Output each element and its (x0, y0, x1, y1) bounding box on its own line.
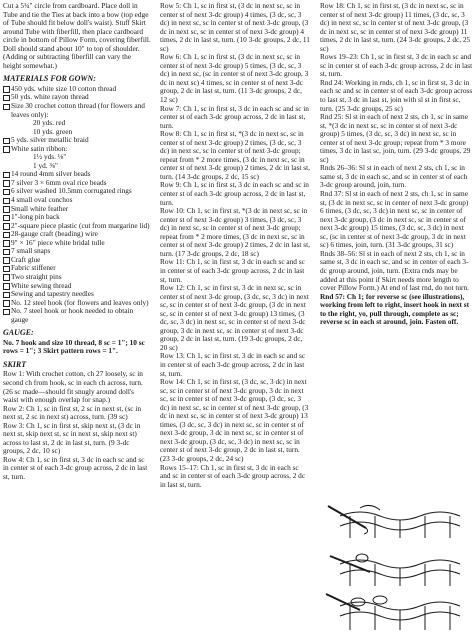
intro-paragraph: Cut a 5¾" circle from cardboard. Place doll in Tube and tie the Ties at back into a bow (top edge of Tube should fit below doll's waist). Stuff Skirt around Tube with fiberfill, then place cardboard circle in bottom of Pillow Form, covering fiberfill. Doll should stand about 10" to top of shoulder. (Adding or subtracting fiberfill can vary the height somewhat.) (3, 1, 151, 70)
row-10: Row 10: Ch 1, sc in first st, *(3 dc in next sc, sc in center st of next 3-dc group) 3 times, (3 dc, sc, 3 dc) in next sc, sc in center st of next 3-dc group; repeat from * 2 more times, (3 dc in next sc, sc in center st of next 3-dc group) 2 times, 2 dc in last st, turn. (17 3-dc groups, 2 dc, 18 sc) (160, 206, 310, 258)
material-item: 6 silver washed 10.5mm corrugated rings (3, 187, 151, 196)
gauge-heading: GAUGE: (3, 328, 34, 338)
row-11: Row 11: Ch 1, sc in first st, 3 dc in each sc and sc in center st of each 3-dc group across, 2 dc in last st, turn. (160, 257, 305, 284)
reverse-sc-illustration-icon (320, 498, 473, 634)
gauge-text: No. 7 hook and size 10 thread, 8 sc = 1"; 10 sc rows = 1"; 3 Skirt pattern rows = 1". (3, 337, 145, 356)
row-1: Row 1: With crochet cotton, ch 27 loosely, sc in second ch from hook, sc in each ch across, turn. (26 sc made—should fit snugly around doll's waist with enough overlap for snap.) (3, 369, 143, 405)
row-6: Row 6: Ch 1, sc in first st, (3 dc in next sc, sc in center st of next 3-dc group) 5 times, (3 dc, sc, 3 dc) in next sc, (sc in center st of next 3-dc group, 3 dc in next sc) 4 times, sc in center st of next 3-dc group, 2 dc in last st, turn. (11 3-dc groups, 2 dc, 12 sc) (160, 52, 309, 105)
rnd-25: Rnd 25: Sl st in each of next 2 sts, ch 1, sc in same st, *(3 dc in next sc, sc in center st of next 3-dc group) 5 times, (3 dc, sc, 3 dc) in next sc, sc in center st of next 3-dc group; repeat from * 3 more times, 3 dc in last sc, join, turn. (29 3-dc groups, 29 sc) (320, 112, 471, 164)
material-item: White sewing thread (3, 282, 151, 291)
material-item: Size 30 crochet cotton thread (for flowers and leaves only): (3, 102, 151, 119)
material-item: 1"-long pin back (3, 213, 151, 222)
skirt-heading: SKIRT (3, 359, 27, 369)
row-5: Row 5: Ch 1, sc in first st, (3 dc in next sc, sc in center st of next 3-dc group) 4 times, (3 dc, sc, 3 dc) in next sc, sc in center st of next 3-dc group, (3 dc in next sc, sc in center st of next 3-dc group) 4 times, 2 dc in last st, turn. (10 3-dc groups, 2 dc, 11 sc) (160, 1, 310, 53)
row-14: Row 14: Ch 1, sc in first st, (3 dc, sc, 3 dc) in next sc, sc in center st of next 3-dc group, 3 dc in next sc, sc in center st of next 3-dc group, (3 dc, sc, 3 dc) in next sc, sc in center st of next 3-dc group, (3 dc in next sc, sc in center st of next 3-dc group) 13 times, (3 dc, sc, 3 dc) in next sc, sc in center st of next 3-dc group, 3 dc in next sc, sc in center st of next 3-dc group, (3 dc, sc, 3 dc) in next sc, sc in center st of next 3-dc group, 2 dc in last st, turn. (23 3-dc groups, 2 dc, 24 sc) (160, 377, 309, 463)
row-12: Row 12: Ch 1, sc in first st, 3 dc in next sc, sc in center st of next 3-dc group, (3 dc, sc, 3 dc) in next sc, sc in center st of next 3-dc group, (3 dc in next sc, sc in center st of next 3-dc group) 13 times, (3 dc, sc, 3 dc) in next sc, sc in center st of next 3-dc group, 3 dc in next sc, sc in center st of next 3-dc group, 2 dc in last st, turn. (19 3-dc groups, 2 dc, 20 sc) (160, 283, 309, 352)
row-2: Row 2: Ch 1, sc in first st, 2 sc in next st, (sc in next st, 2 sc in next st) across, turn. (39 sc) (3, 403, 142, 422)
material-item: 2"-square piece plastic (cut from margarine lid) (3, 222, 151, 231)
material-item: White satin ribbon: (3, 145, 151, 154)
reverse-sc-step-1-icon (328, 505, 460, 538)
material-item: No. 12 steel hook (for flowers and leaves only) (3, 299, 151, 308)
material-item: 450 yds. white size 10 cotton thread (3, 85, 151, 94)
material-item: No. 7 steel hook or hook needed to obtain gauge (3, 307, 151, 324)
rnd-57: Rnd 57: Ch 1; for reverse sc (see illustrations), working from left to right, insert hook in next st to the right, yo, pull through, complete as sc; reverse sc in each st around, join. Fasten off. (320, 291, 470, 327)
rows-19-23: Rows 19–23: Ch 1, sc in first st, 3 dc in each sc and sc in center st of each 3-dc group across, 2 dc in last st, turn. (320, 52, 473, 79)
row-8: Row 8: Ch 1, sc in first st, *(3 dc in next sc, sc in center st of next 3-dc group) 2 times, (3 dc, sc, 3 dc) in next sc, sc in center st of next 3-dc group; repeat from * 2 more times, (3 dc in next sc, sc in center st of next 3-dc group) 2 times, 2 dc in last st, turn. (14 3-dc groups, 2 dc, 15 sc) (160, 129, 310, 181)
material-item: Fabric stiffener (3, 264, 151, 273)
row-3: Row 3: Ch 1, sc in first st, skip next st, (3 dc in next st, skip next st, sc in next st, skip next st) across to last st, 2 dc in last st, turn. (9 3-dc groups, 2 dc, 10 sc) (3, 420, 141, 456)
material-item: 1½ yds. ⅛" (33, 152, 67, 162)
material-item: Craft glue (3, 256, 151, 265)
material-item: 28-gauge craft (beading) wire (3, 230, 151, 239)
material-item: 4 small oval conchos (3, 196, 151, 205)
material-item: 20 yds. red (33, 118, 66, 128)
materials-heading: MATERIALS FOR GOWN: (3, 74, 96, 84)
material-item: 9" × 16" piece white bridal tulle (3, 239, 151, 248)
rows-15-17: Rows 15–17: Ch 1, sc in first st, 3 dc in each sc and sc in center st of each 3-dc group across, 2 dc in last st, turn. (160, 462, 306, 489)
row-18: Row 18: Ch 1, sc in first st, (3 dc in next sc, sc in center st of next 3-dc group) 11 times, (3 dc, sc, 3 dc) in next sc, sc in center st of next 3-dc group, (3 dc in next sc, sc in center st of next 3-dc group) 11 times, 2 dc in last st, turn. (24 3-dc groups, 2 dc, 25 sc) (320, 1, 471, 53)
column-3 (320, 2, 473, 327)
materials-list (3, 85, 151, 324)
material-item: Two straight pins (3, 273, 151, 282)
rnds-26-36: Rnds 26–36: Sl st in each of next 2 sts, ch 1, sc in same st, 3 dc in each sc, and sc in center st of each 3-dc group around, join, turn. (320, 163, 468, 190)
material-item: 7 small snaps (3, 247, 151, 256)
row-13: Row 13: Ch 1, sc in first st, 3 dc in each sc and sc in center st of each 3-dc group across, 2 dc in last st, turn. (160, 351, 306, 378)
material-item: 5 yds. silver metallic braid (3, 136, 151, 145)
material-item: 50 yds. white rayon thread (3, 93, 151, 102)
row-4: Row 4: Ch 1, sc in first st, 3 dc in each sc and sc in center st of each 3-dc group across, 2 dc in last st, turn. (3, 454, 148, 481)
material-item: 7 silver 3 × 6mm oval rice beads (3, 179, 151, 188)
column-1 (3, 2, 151, 482)
material-item: 1 yd. ⅜" (33, 160, 58, 170)
row-7: Row 7: Ch 1, sc in first st, 3 dc in each sc and sc in center st of each 3-dc group across, 2 dc in last st, turn. (160, 103, 309, 130)
row-9: Row 9: Ch 1, sc in first st, 3 dc in each sc and sc in center st of each 3-dc group across, 2 dc in last st, turn. (160, 180, 309, 207)
rnds-38-56: Rnds 38–56: Sl st in each of next 2 sts, ch 1, sc in same st, 3 dc in each sc, and sc in center of each 3-dc group around, join, turn. (Extra rnds may be added at this point if Skirt needs more length to cover Pillow Form.) At end of last rnd, do not turn. (320, 248, 469, 293)
material-item: 10 yds. green (33, 126, 73, 136)
material-item: Small white feather (3, 205, 151, 214)
material-item: 14 round 4mm silver beads (3, 170, 151, 179)
column-2 (160, 2, 310, 489)
reverse-sc-step-2-icon (330, 554, 460, 586)
reverse-sc-step-3-icon (326, 594, 460, 630)
material-item: Sewing and tapestry needles (3, 290, 151, 299)
rnd-37: Rnd 37: Sl st in each of next 2 sts, ch 1, sc in same st, (3 dc in next sc, sc in center of next 3-dc group) 6 times, (3 dc, sc, 3 dc) in next sc, sc in center of next 3-dc group, (3 dc in next sc, sc in center st of next 3-dc group) 15 times, (3 dc, sc, 3 dc) in next sc, (sc in center st of next 3-dc group, 3 dc in next sc) 6 times, join, turn. (31 3-dc groups, 31 sc) (320, 189, 469, 250)
rnd-24: Rnd 24: Working in rnds, ch 1, sc in first st, 3 dc in each sc and sc in center st of each 3-dc group across to last st, 3 dc in last st, join with sl st in first sc, turn. (25 3-dc groups, 25 sc) (320, 77, 473, 113)
